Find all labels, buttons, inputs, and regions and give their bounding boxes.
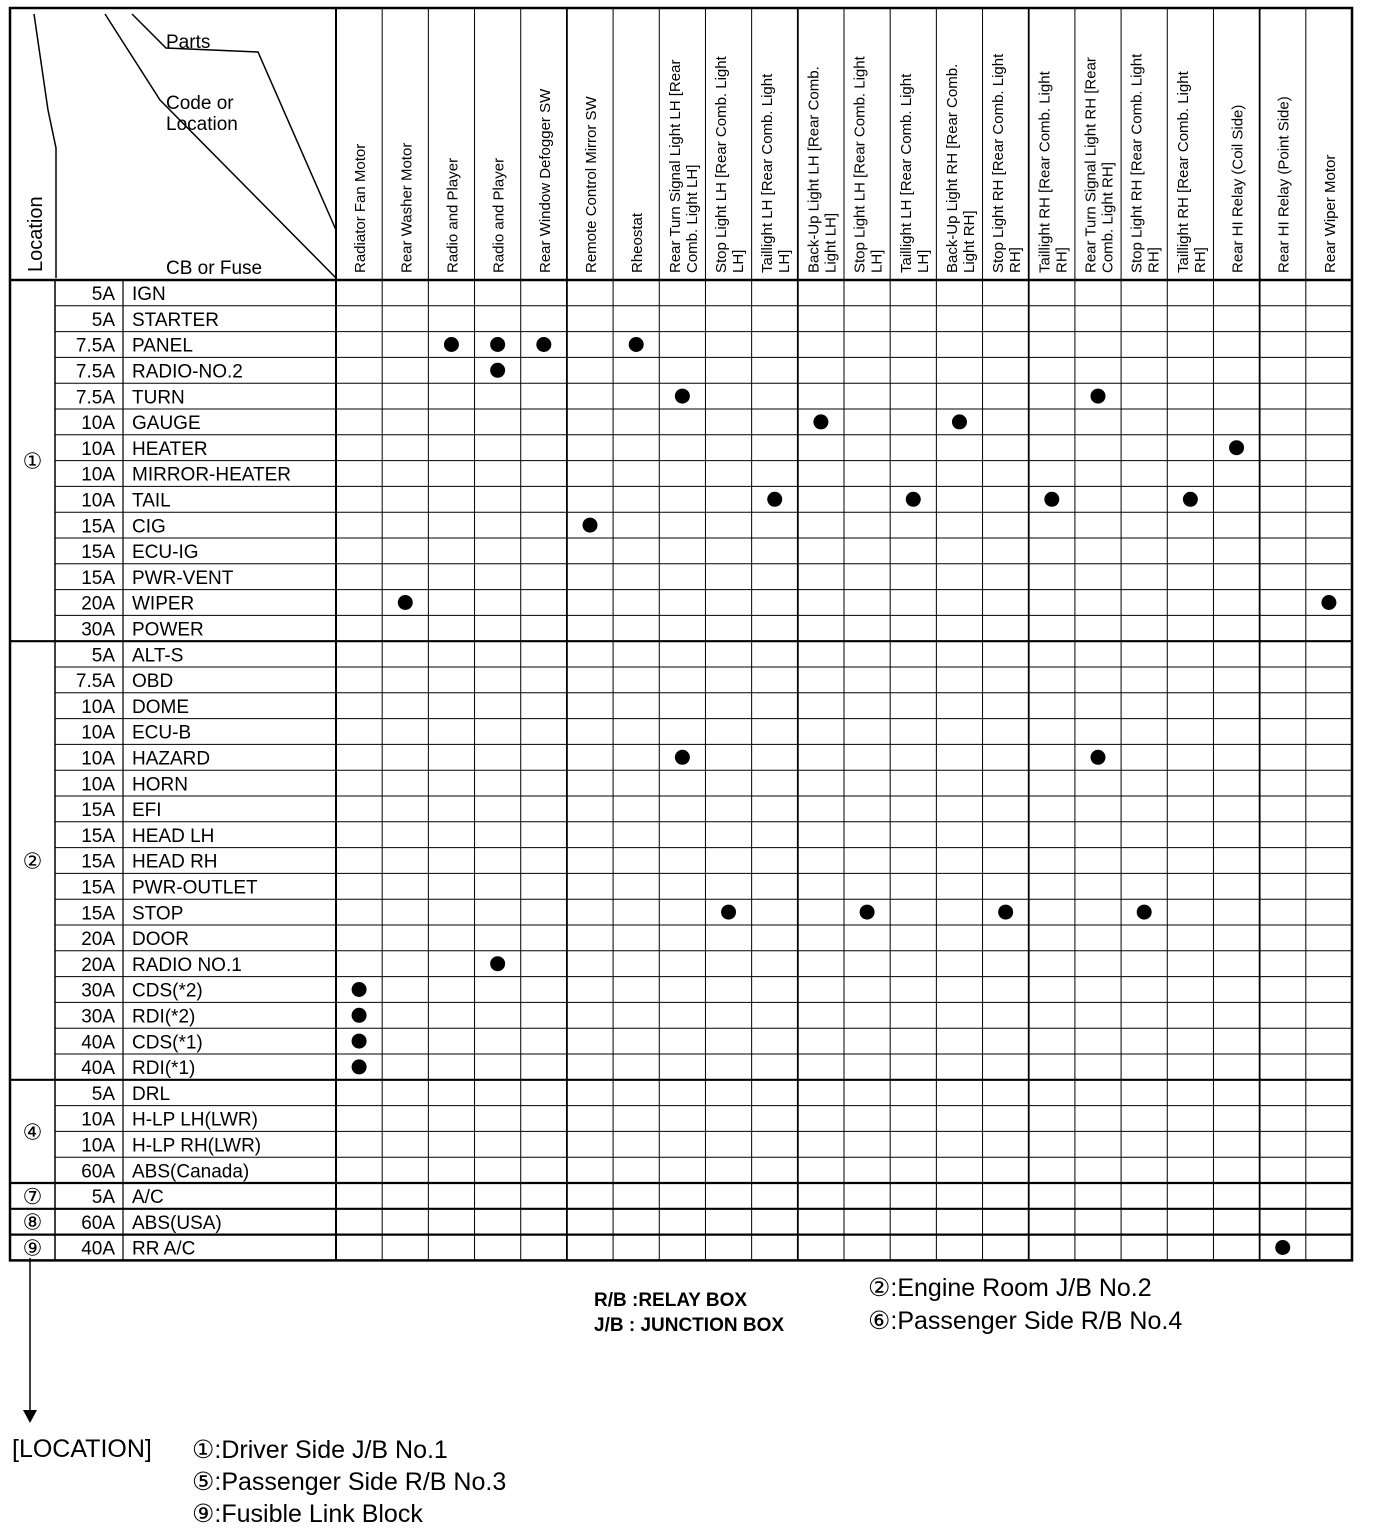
- part-header-label: RH]: [1007, 247, 1025, 273]
- part-header-label: RH]: [1191, 247, 1209, 273]
- fuse-name-label: A/C: [132, 1187, 164, 1209]
- connection-dot: [767, 492, 782, 507]
- fuse-name-label: HAZARD: [132, 748, 211, 770]
- connection-dot: [629, 337, 644, 352]
- fuse-header-label: CB or Fuse: [166, 258, 263, 279]
- legend-passenger-rb4: ⑥:Passenger Side R/B No.4: [868, 1307, 1183, 1335]
- fuse-name-label: ECU-B: [132, 722, 192, 744]
- fuse-amp-label: 10A: [81, 722, 115, 744]
- location-header-label: Location: [25, 196, 47, 272]
- fuse-amp-label: 5A: [91, 645, 115, 667]
- fuse-amp-label: 10A: [81, 438, 115, 460]
- fuse-name-label: HEAD RH: [132, 851, 218, 873]
- part-column-headers: [352, 53, 1339, 273]
- part-header-label: Taillight LH [Rear Comb. Light: [759, 73, 777, 273]
- fuse-name-label: CDS(*1): [132, 1032, 203, 1054]
- fuse-amp-label: 15A: [81, 903, 115, 925]
- fuse-name-label: TURN: [132, 387, 185, 409]
- fuse-name-label: EFI: [132, 800, 162, 822]
- fuse-name-label: ALT-S: [132, 645, 184, 667]
- fuse-name-label: IGN: [132, 284, 166, 306]
- fuse-amp-label: 5A: [91, 1187, 115, 1209]
- location-code-header-label: Location: [166, 114, 238, 135]
- fuse-amp-label: 10A: [81, 1135, 115, 1157]
- part-header-label: Light RH]: [960, 210, 978, 273]
- fuse-rows: [76, 284, 291, 1260]
- part-header-label: LH]: [776, 249, 794, 273]
- connection-dot: [583, 518, 598, 533]
- fuse-name-label: HORN: [132, 774, 188, 796]
- connection-dot: [998, 905, 1013, 920]
- fuse-name-label: HEATER: [132, 438, 208, 460]
- code-header-label: Code or: [166, 93, 234, 114]
- fuse-amp-label: 15A: [81, 877, 115, 899]
- fuse-amp-label: 40A: [81, 1058, 115, 1080]
- fuse-amp-label: 15A: [81, 825, 115, 847]
- fuse-name-label: DOOR: [132, 929, 189, 951]
- part-header-label: Stop Light LH [Rear Comb. Light: [713, 56, 731, 273]
- part-header-label: RH]: [1053, 247, 1071, 273]
- relay-box-abbreviation: R/B :RELAY BOX: [594, 1290, 748, 1311]
- connection-dot: [860, 905, 875, 920]
- part-header-label: Back-Up Light LH [Rear Comb.: [805, 66, 823, 273]
- part-header-label: Rear HI Relay (Coil Side): [1229, 104, 1247, 273]
- fuse-name-label: GAUGE: [132, 413, 201, 435]
- fuse-amp-label: 10A: [81, 1109, 115, 1131]
- part-header-label: Rear Turn Signal Light RH [Rear: [1082, 57, 1100, 273]
- connection-dot: [490, 956, 505, 971]
- part-header-label: Stop Light RH [Rear Comb. Light: [1128, 53, 1146, 273]
- connection-dot: [721, 905, 736, 920]
- fuse-name-label: ECU-IG: [132, 542, 199, 564]
- fuse-name-label: H-LP LH(LWR): [132, 1109, 258, 1131]
- part-header-label: Taillight RH [Rear Comb. Light: [1036, 71, 1054, 273]
- connection-dot: [444, 337, 459, 352]
- fuse-name-label: RR A/C: [132, 1238, 196, 1260]
- connection-dot: [352, 982, 367, 997]
- fuse-amp-label: 30A: [81, 1006, 115, 1028]
- part-header-label: LH]: [914, 249, 932, 273]
- fuse-name-label: STARTER: [132, 309, 219, 331]
- part-header-label: Radio and Player: [444, 157, 462, 273]
- location-group-label: ⑨: [22, 1235, 43, 1261]
- connection-dot: [1091, 750, 1106, 765]
- fuse-name-label: PWR-OUTLET: [132, 877, 258, 899]
- header-diagonal-lines: [34, 14, 336, 278]
- fuse-amp-label: 20A: [81, 954, 115, 976]
- part-header-label: Rheostat: [629, 212, 647, 273]
- fuse-amp-label: 7.5A: [75, 671, 115, 693]
- fuse-name-label: POWER: [132, 619, 204, 641]
- connection-dot: [398, 595, 413, 610]
- fuse-name-label: STOP: [132, 903, 184, 925]
- fuse-name-label: HEAD LH: [132, 825, 215, 847]
- part-header-label: Radiator Fan Motor: [352, 143, 370, 273]
- part-header-label: Stop Light LH [Rear Comb. Light: [851, 56, 869, 273]
- connection-dot: [675, 389, 690, 404]
- fuse-amp-label: 15A: [81, 567, 115, 589]
- fuse-name-label: DRL: [132, 1083, 171, 1105]
- fuse-name-label: RDI(*2): [132, 1006, 196, 1028]
- parts-header-label: Parts: [166, 32, 211, 53]
- fuse-amp-label: 10A: [81, 774, 115, 796]
- fuse-name-label: ABS(Canada): [132, 1161, 250, 1183]
- fuse-amp-label: 30A: [81, 980, 115, 1002]
- location-group-label: ⑦: [22, 1183, 43, 1209]
- fuse-amp-label: 40A: [81, 1032, 115, 1054]
- fuse-name-label: ABS(USA): [132, 1212, 222, 1234]
- fuse-name-label: TAIL: [132, 490, 171, 512]
- connection-dot: [906, 492, 921, 507]
- connection-dot: [1229, 440, 1244, 455]
- connection-dot: [536, 337, 551, 352]
- fuse-name-label: DOME: [132, 696, 189, 718]
- fuse-amp-label: 10A: [81, 464, 115, 486]
- fuse-name-label: RADIO-NO.2: [132, 361, 243, 383]
- legend-fusible-link: ⑨:Fusible Link Block: [192, 1500, 423, 1528]
- part-header-label: RH]: [1145, 247, 1163, 273]
- fuse-name-label: WIPER: [132, 593, 195, 615]
- fuse-name-label: PWR-VENT: [132, 567, 234, 589]
- junction-box-abbreviation: J/B : JUNCTION BOX: [594, 1315, 785, 1336]
- fuse-name-label: MIRROR-HEATER: [132, 464, 292, 486]
- location-group-label: ②: [22, 848, 43, 874]
- connection-dot: [1044, 492, 1059, 507]
- connection-dot: [813, 414, 828, 429]
- fuse-amp-label: 7.5A: [75, 361, 115, 383]
- location-group-label: ①: [22, 448, 43, 474]
- fuse-name-label: OBD: [132, 671, 174, 693]
- fuse-amp-label: 15A: [81, 542, 115, 564]
- fuse-amp-label: 10A: [81, 490, 115, 512]
- legend-engine-room: ②:Engine Room J/B No.2: [868, 1274, 1152, 1302]
- location-groups: [23, 449, 43, 1261]
- fuse-amp-label: 10A: [81, 748, 115, 770]
- part-header-label: Comb. Light LH]: [683, 164, 701, 273]
- fuse-name-label: RDI(*1): [132, 1058, 196, 1080]
- fuse-amp-label: 7.5A: [75, 387, 115, 409]
- fuse-amp-label: 10A: [81, 696, 115, 718]
- fuse-amp-label: 5A: [91, 284, 115, 306]
- fuse-name-label: H-LP RH(LWR): [132, 1135, 262, 1157]
- part-header-label: Radio and Player: [490, 157, 508, 273]
- part-header-label: Remote Control Mirror SW: [583, 96, 600, 273]
- connection-dot: [1137, 905, 1152, 920]
- part-header-label: Back-Up Light RH [Rear Comb.: [943, 63, 961, 273]
- part-header-label: Rear HI Relay (Point Side): [1275, 96, 1293, 273]
- connection-dot: [1275, 1240, 1290, 1255]
- connection-dot: [490, 337, 505, 352]
- connection-dot: [1321, 595, 1336, 610]
- part-header-label: Rear Window Defogger SW: [536, 88, 554, 273]
- fuse-amp-label: 30A: [81, 619, 115, 641]
- connection-dot: [1091, 389, 1106, 404]
- fuse-amp-label: 20A: [81, 929, 115, 951]
- fuse-amp-label: 5A: [91, 1083, 115, 1105]
- fuse-amp-label: 60A: [81, 1212, 115, 1234]
- fuse-amp-label: 10A: [81, 413, 115, 435]
- part-header-label: Comb. Light RH]: [1099, 162, 1117, 273]
- legend-driver-side: ①:Driver Side J/B No.1: [192, 1436, 448, 1464]
- part-header-label: Light LH]: [822, 212, 840, 273]
- fuse-name-label: CIG: [132, 516, 166, 538]
- fuse-amp-label: 15A: [81, 800, 115, 822]
- connection-dot: [352, 1034, 367, 1049]
- legend-passenger-rb3: ⑤:Passenger Side R/B No.3: [192, 1468, 507, 1496]
- part-header-label: Taillight RH [Rear Comb. Light: [1174, 71, 1192, 273]
- part-header-label: Stop Light RH [Rear Comb. Light: [990, 53, 1008, 273]
- location-group-label: ④: [22, 1119, 43, 1145]
- connection-dot: [952, 414, 967, 429]
- legend-title: [LOCATION]: [12, 1435, 152, 1463]
- connection-dot: [1183, 492, 1198, 507]
- fuse-name-label: PANEL: [132, 335, 193, 357]
- fuse-amp-label: 7.5A: [75, 335, 115, 357]
- fuse-amp-label: 40A: [81, 1238, 115, 1260]
- connection-dot: [490, 363, 505, 378]
- connection-dot: [352, 1008, 367, 1023]
- fuse-amp-label: 15A: [81, 516, 115, 538]
- part-header-label: Taillight LH [Rear Comb. Light: [897, 73, 915, 273]
- part-header-label: Rear Wiper Motor: [1321, 154, 1339, 273]
- part-header-label: Rear Washer Motor: [398, 142, 416, 273]
- location-group-label: ⑧: [22, 1209, 43, 1235]
- part-header-label: Rear Turn Signal Light LH [Rear: [666, 59, 684, 273]
- fuse-amp-label: 5A: [91, 309, 115, 331]
- fuse-name-label: CDS(*2): [132, 980, 203, 1002]
- fuse-name-label: RADIO NO.1: [132, 954, 242, 976]
- fuse-amp-label: 15A: [81, 851, 115, 873]
- part-header-label: LH]: [868, 249, 886, 273]
- fuse-amp-label: 60A: [81, 1161, 115, 1183]
- part-header-label: LH]: [730, 249, 748, 273]
- connection-dot: [675, 750, 690, 765]
- fuse-amp-label: 20A: [81, 593, 115, 615]
- connection-dot: [352, 1059, 367, 1074]
